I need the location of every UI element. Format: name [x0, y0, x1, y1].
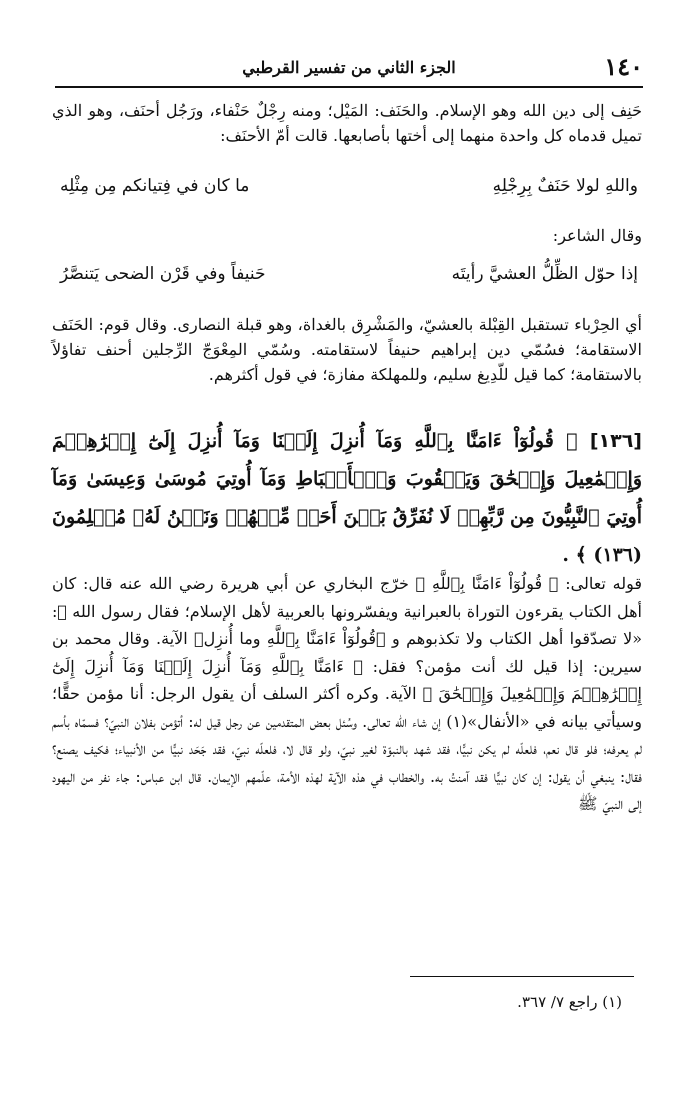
page-header [55, 50, 643, 86]
footnote: (١) راجع ٧/ ٣٦٧. [517, 993, 622, 1011]
quran-verse-block [52, 422, 642, 574]
verse-number: [١٣٦] [589, 430, 642, 452]
quran-verse-text: ﴿ قُولُوٓاْ ءَامَنَّا بِٱللَّهِ وَمَآ أُنزِلَ إِلَيۡنَا وَمَآ أُنزِلَ إِلَىٰٓ إِبۡرَٰهِـۧمَ وَإِسۡمَٰعِيلَ وَإِسۡحَٰقَ وَيَعۡقُوبَ وَٱلۡأَسۡبَاطِ وَمَآ أُوتِيَ مُوسَىٰ وَعِيسَىٰ وَمَآ أُوتِيَ ٱلنَّبِيُّونَ مِن رَّبِّهِمۡ لَا نُفَرِّقُ بَيۡنَ أَحَدٖ مِّنۡهُمۡ وَنَحۡنُ لَهُۥ مُسۡلِمُونَ [52, 430, 642, 528]
paragraph-intro: حَنِف إلى دين الله وهو الإسلام. والحَنَف: المَيْل؛ ومنه رِجْلٌ حَنْفاء، ورَجُل أحنَف، وهو الذي تميل قدماه كل واحدة منهما إلى أختها بأصابعها. قالت أمّ الأحنَف: [52, 101, 642, 145]
verse-end-marker: (١٣٦) [593, 544, 642, 566]
running-title: الجزء الثاني من تفسير القرطبي [242, 58, 456, 77]
paragraph-explanation: أي الحِرْباء تستقبل القِبْلة بالعشيّ، والمَشْرِق بالغداة، وهو قبلة النصارى. وقال قوم: الحَنَف الاستقامة؛ فسُمّي دين إبراهيم حنيفاً لاستقامته. وسُمّي المِعْوَجّ الرِّجلين أحنف تفاؤلاً بالاستقامة؛ كما قيل للّدِيغ سليم، وللمهلكة مفازة؛ في قول أكثرهم. [52, 315, 642, 384]
poet-label: وقال الشاعر: [552, 226, 642, 245]
page-number: ١٤٠ [604, 52, 643, 81]
verse-2-first-hemistich: إذا حوّل الظِّلُّ العشيَّ رأيتَه [451, 264, 638, 284]
footnote-divider [410, 976, 634, 977]
poem-verse-1 [60, 176, 638, 206]
verse-1-first-hemistich: واللهِ لولا حَنَفٌ بِرِجْلِهِ [492, 176, 638, 196]
verse-2-second-hemistich: حَنيفاً وفي قَرْن الضحى يَتنصَّرُ [60, 264, 266, 284]
header-divider [55, 86, 643, 88]
closing-bracket: ﴾ . [562, 544, 587, 566]
paragraph-commentary: قوله تعالى: ﴿ قُولُوٓاْ ءَامَنَّا بِٱللَّهِ ﴾ خرّج البخاري عن أبي هريرة رضي الله عنه قال: كان أهل الكتاب يقرءون التوراة بالعبرانية ويفسّرونها بالعربية لأهل الإسلام؛ فقال رسول الله ﷺ: «لا تصدّقوا أهل الكتاب ولا تكذبوهم و ﴿قُولُوٓاْ ءَامَنَّا بِٱللَّهِ وما أُنزِل﴾ الآية. وقال محمد بن سيرين: إذا قيل لك أنت مؤمن؟ فقل: ﴿ ءَامَنَّا بِٱللَّهِ وَمَآ أُنزِلَ إِلَيۡنَا وَمَآ أُنزِلَ إِلَىٰٓ إِبۡرَٰهِـۧمَ وَإِسۡمَٰعِيلَ وَإِسۡحَٰقَ ﴾ الآية. وكره أكثر السلف أن يقول الرجل: أنا مؤمن حقًّا؛ وسيأتي بيانه في «الأنفال»(١) إن شاء الله تعالى. وسُئل بعض المتقدمين عن رجل قيل له: أتؤمن بفلان النبيّ؟ فسمّاه بأسم لم يعرفه؛ فلو قال نعم، فلعلّه لم يكن نبيًّا، فقد شهد بالنبوّة لغير نبيّ، ولو قال لا، فلعلّه نبيّ، فقد جَحَد نبيًّا من الأنبياء؛ فكيف يصنع؟ فقال: ينبغي أن يقول: إن كان نبيًّا فقد آمنتُ به. والخطاب في هذه الآية لهذه الأمة، علّمهم الإيمان. قال ابن عباس: جاء نفر من اليهود إلى النبيّ ﷺ [52, 574, 643, 813]
verse-1-second-hemistich: ما كان في فِتيانكم مِن مِثْلِه [60, 176, 250, 196]
poem-verse-2 [60, 264, 638, 294]
